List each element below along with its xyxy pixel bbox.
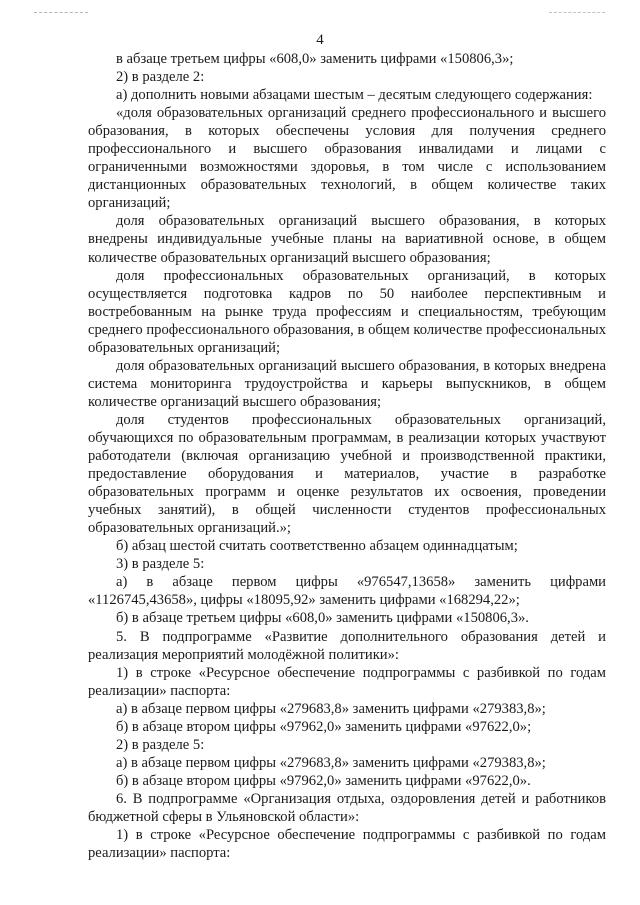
paragraph: а) в абзаце первом цифры «279683,8» заменить цифрами «279383,8»; [116,754,546,771]
paragraph: б) в абзаце втором цифры «97962,0» заменить цифрами «97622,0». [116,772,531,789]
paragraph: а) в абзаце первом цифры «976547,13658» заменить цифрами «1126745,43658», цифры «18095,92» заменить цифрами «168294,22»; [88,574,606,609]
paragraph: 2) в разделе 5: [116,736,205,753]
paragraph: а) дополнить новыми абзацами шестым – десятым следующего содержания: [116,87,593,104]
paragraph: 3) в разделе 5: [116,556,205,573]
page-number: 4 [316,32,324,48]
paragraph: доля образовательных организаций высшего образования, в которых внедрены индивидуальные учебные планы на вариативной основе, в общем количестве образовательных организаций высшего образования; [88,213,606,266]
paragraph: «доля образовательных организаций среднего профессионального и высшего образования, в которых обеспечены условия для получения среднего профессионального и высшего образования инвалидами и лицами с ограниченными возможностями здоровья, в том числе с использованием дистанционных образовательных технологий, в общем количестве таких организаций; [88,105,606,212]
paragraph: доля образовательных организаций высшего образования, в которых внедрена система мониторинга трудоустройства и карьеры выпускников, в общем количестве организаций высшего образования; [88,357,606,410]
paragraph: доля профессиональных образовательных организаций, в которых осуществляется подготовка кадров по 50 наиболее перспективным и востребованным на рынке труда профессиям и специальностям, требующим среднего профессионального образования, в общем количестве профессиональных образовательных организаций; [88,267,606,356]
paragraph: в абзаце третьем цифры «608,0» заменить цифрами «150806,3»; [116,51,514,67]
paragraph: б) в абзаце третьем цифры «608,0» заменить цифрами «150806,3». [116,610,529,627]
paragraph: 2) в разделе 2: [116,69,205,86]
paragraph: 1) в строке «Ресурсное обеспечение подпрограммы с разбивкой по годам реализации» паспорта: [88,664,606,699]
paragraph: 6. В подпрограмме «Организация отдыха, оздоровления детей и работников бюджетной сферы в Ульяновской области»: [88,790,606,825]
scan-artifact-left [34,12,88,14]
paragraph: б) в абзаце втором цифры «97962,0» заменить цифрами «97622,0»; [116,718,532,735]
scan-artifact-right [549,12,605,14]
document-body [88,50,606,862]
paragraph: 5. В подпрограмме «Развитие дополнительного образования детей и реализация мероприятий молодёжной политики»: [88,628,606,663]
paragraph: б) абзац шестой считать соответственно абзацем одиннадцатым; [116,538,518,555]
paragraph: а) в абзаце первом цифры «279683,8» заменить цифрами «279383,8»; [116,700,546,717]
paragraph: 1) в строке «Ресурсное обеспечение подпрограммы с разбивкой по годам реализации» паспорта: [88,827,606,862]
paragraph: доля студентов профессиональных образовательных организаций, обучающихся по образовательным программам, в реализации которых участвуют работодатели (включая организацию учебной и производственной практики, предоставление оборудования и материалов, участие в разработке образовательных программ и оценке результатов их освоения, проведении учебных занятий), в общей численности студентов профессиональных образовательных организаций.»; [88,411,606,537]
